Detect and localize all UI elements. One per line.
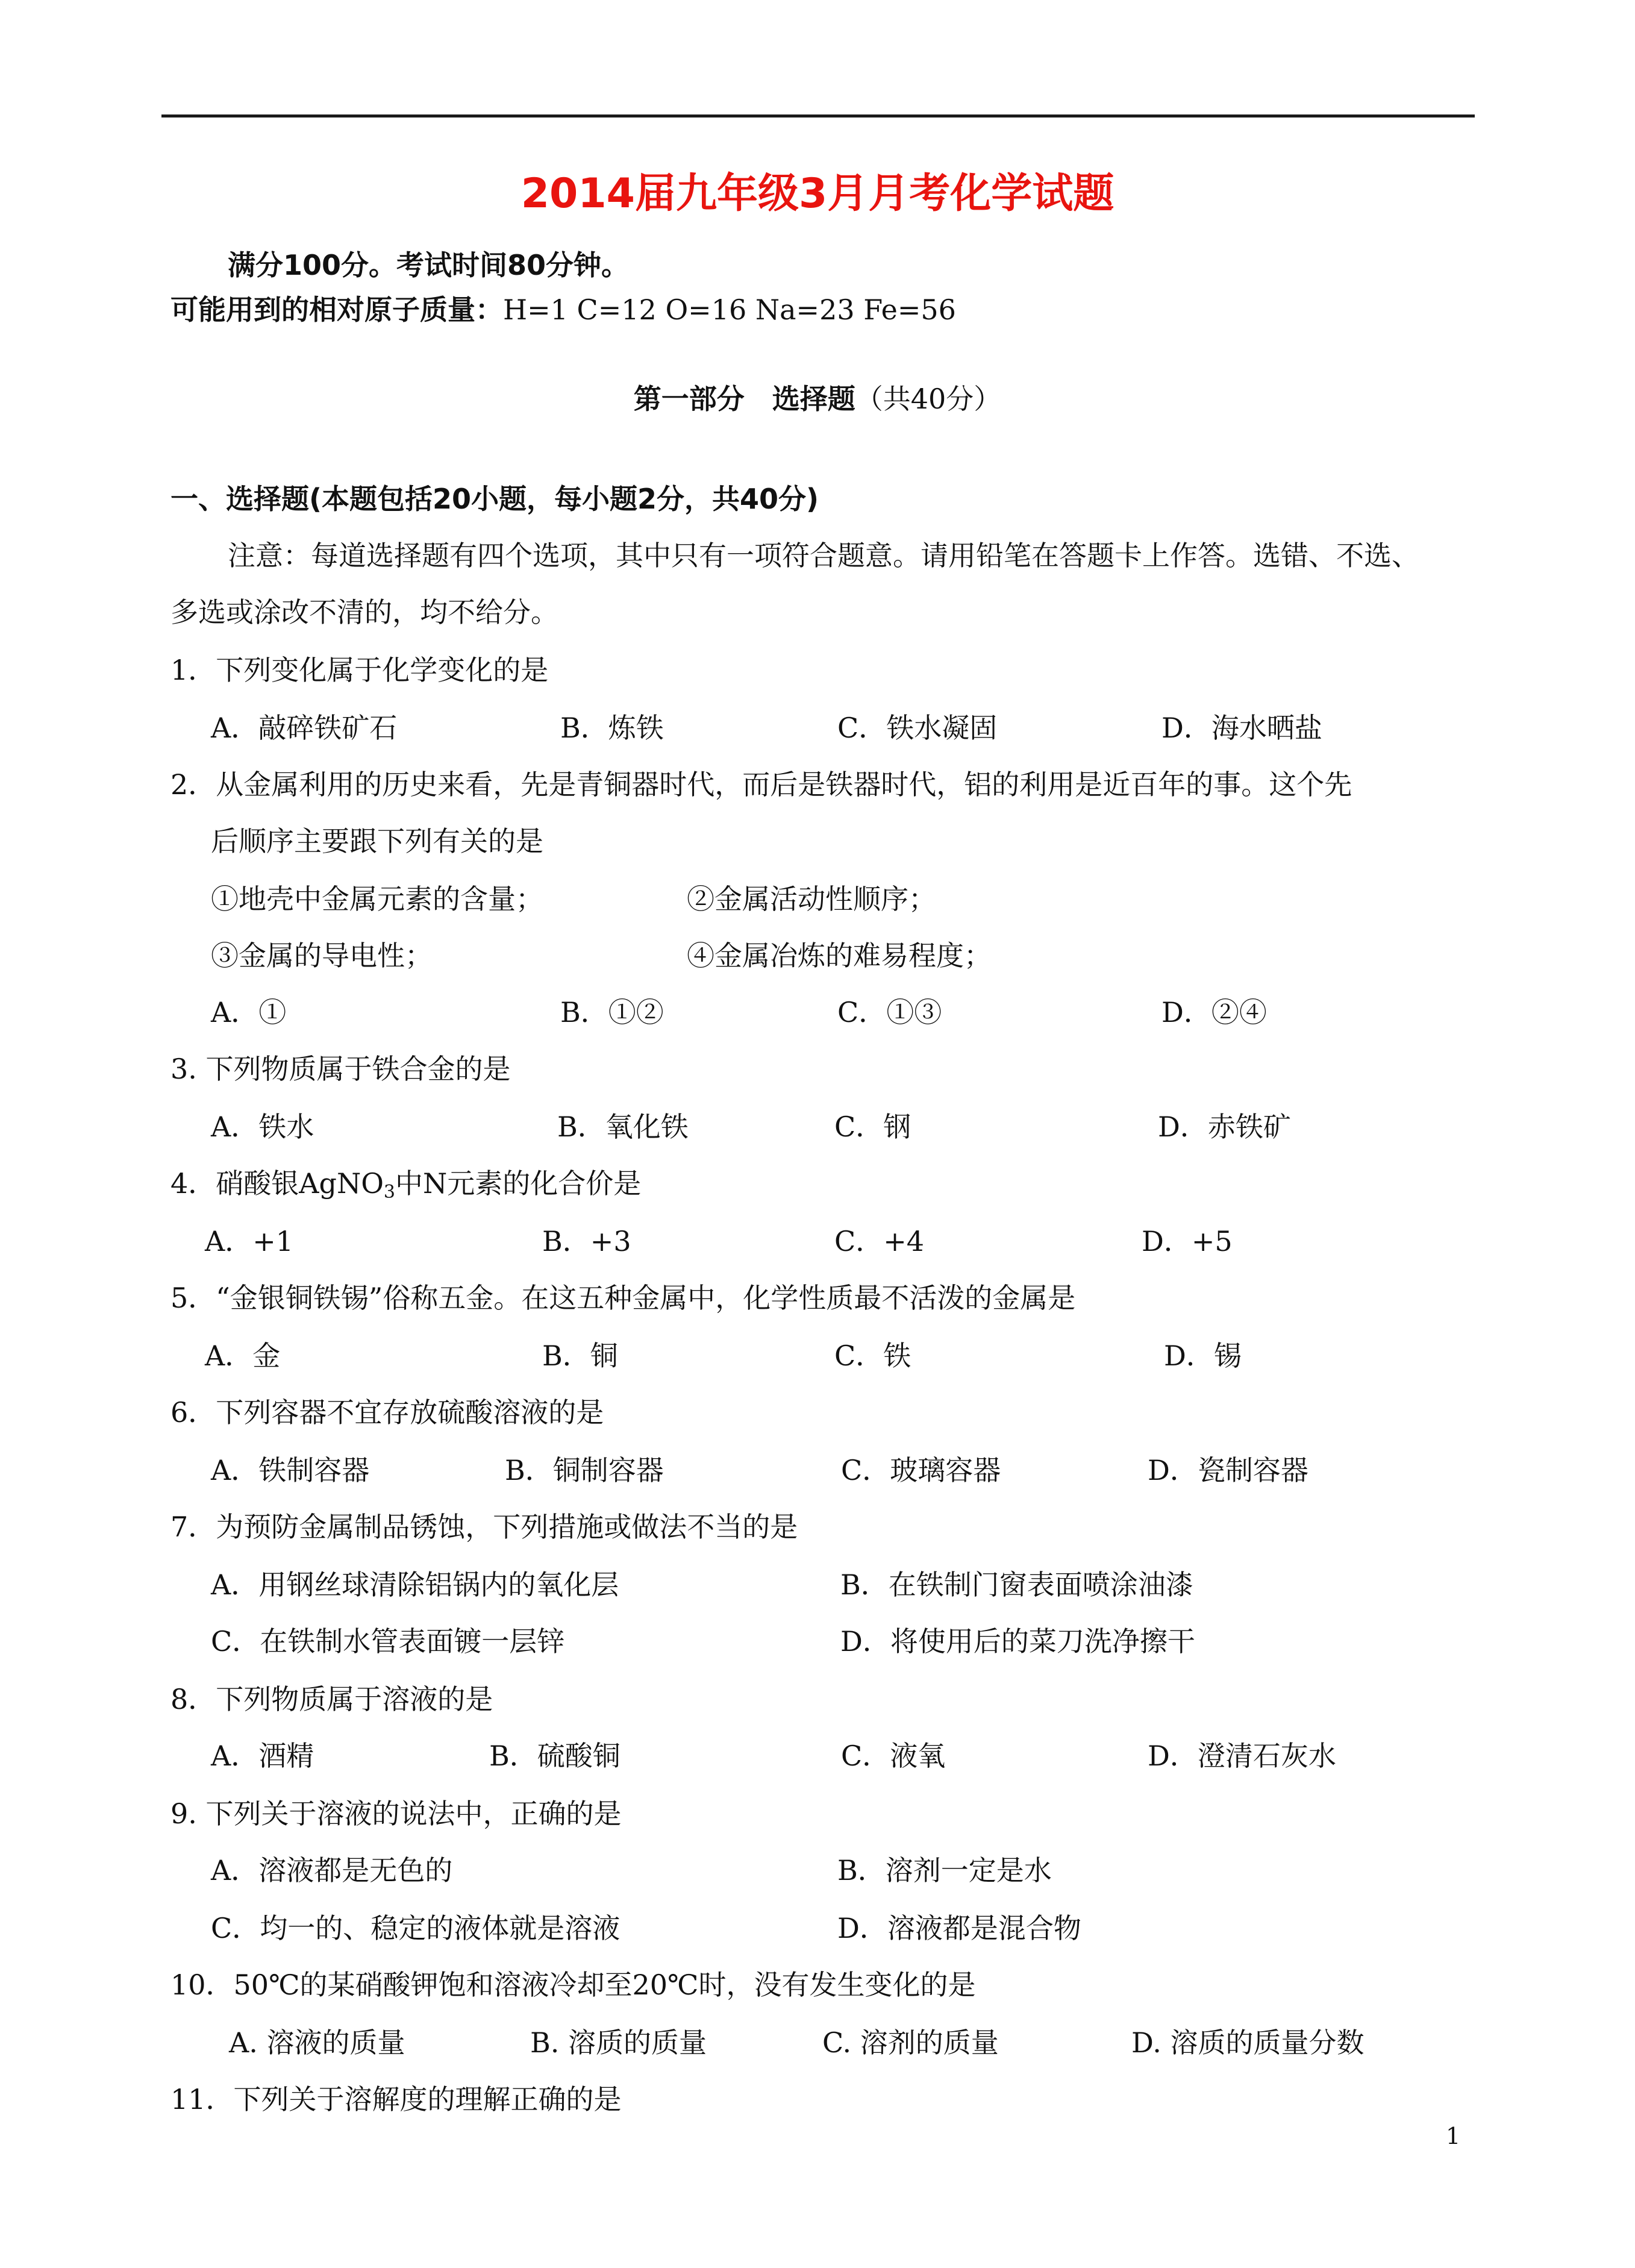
question-2-option-a[interactable]: A．① (211, 996, 287, 1029)
question-10-option-c[interactable]: C. 溶剂的质量 (822, 2026, 999, 2059)
question-2-option-c[interactable]: C．①③ (837, 996, 942, 1029)
question-1-option-b[interactable]: B．炼铁 (560, 712, 664, 744)
section-heading: 一、选择题(本题包括20小题，每小题2分，共40分) (170, 483, 819, 515)
question-2-item-1: ①地壳中金属元素的含量； (211, 883, 543, 915)
question-8-option-c[interactable]: C．液氧 (841, 1740, 946, 1772)
part-points: （共40分） (855, 383, 1002, 415)
question-7-option-c[interactable]: C．在铁制水管表面镀一层锌 (211, 1625, 565, 1658)
question-3-option-a[interactable]: A．铁水 (211, 1111, 314, 1143)
question-6-option-b[interactable]: B．铜制容器 (505, 1454, 664, 1486)
question-5-option-b[interactable]: B．铜 (542, 1339, 618, 1372)
question-5-stem: 5．“金银铜铁锡”俗称五金。在这五种金属中，化学性质最不活泼的金属是 (170, 1282, 1076, 1314)
chemical-formula (299, 1167, 396, 1203)
formula-base: AgNO (299, 1167, 384, 1200)
question-9-option-b[interactable]: B．溶剂一定是水 (837, 1854, 1052, 1887)
question-4-option-a[interactable]: A．+1 (205, 1225, 294, 1258)
question-3-option-c[interactable]: C．钢 (834, 1111, 911, 1143)
atomic-mass-values: H=1 C=12 O=16 Na=23 Fe=56 (503, 293, 956, 326)
part-title-text: 第一部分 选择题 (633, 383, 855, 415)
question-10-option-a[interactable]: A. 溶液的质量 (229, 2026, 405, 2059)
question-9-option-a[interactable]: A．溶液都是无色的 (211, 1854, 453, 1887)
question-2-item-3: ③金属的导电性； (211, 939, 433, 972)
atomic-mass-label: 可能用到的相对原子质量： (170, 293, 503, 326)
question-6-option-c[interactable]: C．玻璃容器 (841, 1454, 1001, 1486)
question-2-stem: 2．从金属利用的历史来看，先是青铜器时代，而后是铁器时代，铝的利用是近百年的事。这个先 (170, 768, 1352, 801)
question-4-stem-prefix: 4．硝酸银 (170, 1167, 299, 1200)
question-11-stem: 11．下列关于溶解度的理解正确的是 (170, 2083, 622, 2116)
question-2-option-d[interactable]: D．②④ (1161, 996, 1267, 1029)
question-4-stem-suffix: 中N元素的化合价是 (395, 1167, 642, 1200)
question-7-stem: 7．为预防金属制品锈蚀，下列措施或做法不当的是 (170, 1511, 798, 1543)
question-6-option-d[interactable]: D．瓷制容器 (1148, 1454, 1308, 1486)
question-2-option-b[interactable]: B．①② (560, 996, 664, 1029)
question-1-option-c[interactable]: C．铁水凝固 (837, 712, 998, 744)
question-5-option-a[interactable]: A．金 (205, 1339, 281, 1372)
question-3-option-d[interactable]: D．赤铁矿 (1158, 1111, 1291, 1143)
question-8-option-d[interactable]: D．澄清石灰水 (1148, 1740, 1336, 1772)
question-7-option-b[interactable]: B．在铁制门窗表面喷涂油漆 (840, 1568, 1193, 1601)
question-4-option-b[interactable]: B．+3 (542, 1225, 631, 1258)
question-10-stem: 10．50℃的某硝酸钾饱和溶液冷却至20℃时，没有发生变化的是 (170, 1969, 976, 2001)
question-5-option-d[interactable]: D．锡 (1164, 1339, 1242, 1372)
question-7-option-a[interactable]: A．用钢丝球清除铝锅内的氧化层 (211, 1568, 619, 1601)
question-2-item-2: ②金属活动性顺序； (687, 883, 936, 915)
score-line: 满分100分。考试时间80分钟。 (228, 249, 630, 281)
question-7-option-d[interactable]: D．将使用后的菜刀洗净擦干 (840, 1625, 1195, 1658)
question-4-option-c[interactable]: C．+4 (834, 1225, 925, 1258)
question-1-option-a[interactable]: A．敲碎铁矿石 (211, 712, 398, 744)
question-3-stem: 3. 下列物质属于铁合金的是 (170, 1053, 511, 1085)
page-number: 1 (1446, 2123, 1461, 2149)
question-6-stem: 6．下列容器不宜存放硫酸溶液的是 (170, 1396, 604, 1429)
notice-line-1: 注意：每道选择题有四个选项，其中只有一项符合题意。请用铅笔在答题卡上作答。选错、不选、 (228, 539, 1419, 572)
question-1-option-d[interactable]: D．海水晒盐 (1161, 712, 1322, 744)
question-9-stem: 9. 下列关于溶液的说法中，正确的是 (170, 1797, 622, 1830)
question-10-option-b[interactable]: B. 溶质的质量 (530, 2026, 707, 2059)
question-10-option-d[interactable]: D. 溶质的质量分数 (1131, 2026, 1365, 2059)
question-2-item-4: ④金属冶炼的难易程度； (687, 939, 992, 972)
question-8-option-a[interactable]: A．酒精 (211, 1740, 314, 1772)
notice-line-2: 多选或涂改不清的，均不给分。 (170, 596, 558, 628)
part-title (0, 381, 1635, 417)
question-6-option-a[interactable]: A．铁制容器 (211, 1454, 370, 1486)
question-4-option-d[interactable]: D．+5 (1142, 1225, 1233, 1258)
question-3-option-b[interactable]: B．氧化铁 (557, 1111, 689, 1143)
question-8-option-b[interactable]: B．硫酸铜 (489, 1740, 621, 1772)
exam-title: 2014届九年级3月月考化学试题 (521, 170, 1114, 218)
header-rule (161, 114, 1475, 117)
formula-subscript: 3 (383, 1182, 396, 1203)
question-8-stem: 8．下列物质属于溶液的是 (170, 1683, 493, 1715)
question-1-stem: 1．下列变化属于化学变化的是 (170, 654, 549, 686)
question-9-option-c[interactable]: C．均一的、稳定的液体就是溶液 (211, 1912, 621, 1944)
question-4-stem (170, 1165, 641, 1201)
question-2-stem-continued: 后顺序主要跟下列有关的是 (211, 825, 543, 857)
atomic-mass-line (170, 292, 956, 328)
question-5-option-c[interactable]: C．铁 (834, 1339, 911, 1372)
question-9-option-d[interactable]: D．溶液都是混合物 (837, 1912, 1081, 1944)
